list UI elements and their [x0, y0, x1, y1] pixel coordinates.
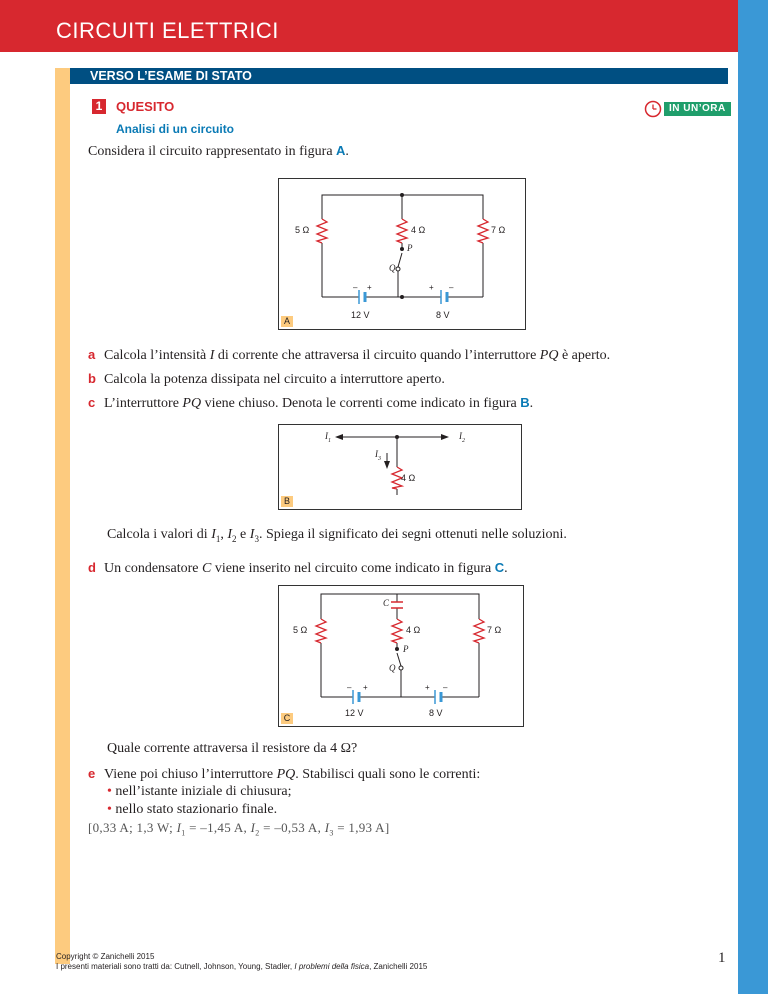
fig-c-r7-label: 7 Ω: [487, 625, 502, 635]
time-badge: IN UN’ORA: [664, 102, 731, 116]
item-e-bullet-1: • nell’istante iniziale di chiusura;: [107, 784, 292, 799]
fig-c-12v-label: 12 V: [345, 708, 364, 718]
figure-ref-a: A: [336, 143, 346, 158]
fig-b-r4-label: 4 Ω: [401, 473, 416, 483]
item-b: b Calcola la potenza dissipata nel circuito a interruttore aperto.: [88, 371, 445, 387]
question-title: QUESITO: [116, 99, 175, 114]
chapter-title: CIRCUITI ELETTRICI: [56, 18, 279, 43]
clock-icon: [644, 100, 662, 118]
figure-ref-b: B: [520, 395, 530, 410]
item-e: e Viene poi chiuso l’interruttore PQ. Stabilisci quali sono le correnti:: [88, 766, 481, 782]
figure-b-drawing: [279, 425, 521, 509]
item-b-letter: b: [88, 371, 96, 386]
bullet-dot-icon: •: [107, 802, 112, 817]
figure-c-tag: C: [281, 713, 293, 724]
question-number: 1: [92, 99, 106, 114]
figure-a-tag: A: [281, 316, 293, 327]
item-e-letter: e: [88, 766, 96, 781]
fig-c-cap-label: C: [383, 598, 390, 608]
fig-a-12v-label: 12 V: [351, 310, 370, 320]
fig-c-bat1-minus: –: [347, 683, 352, 692]
item-a-letter: a: [88, 347, 96, 362]
item-d-letter: d: [88, 560, 96, 575]
item-c-followup: Calcola i valori di $I_1$, $I_2$ e $I_3$. Spiega il significato dei segni ottenuti nelle soluzioni.: [107, 527, 567, 544]
fig-b-i1-label: $I_1$: [325, 431, 331, 444]
page-number: 1: [718, 950, 726, 966]
right-color-strip: [738, 0, 768, 994]
fig-b-i2-label: $I_2$: [459, 431, 465, 444]
item-e-bullet-2: • nello stato stazionario finale.: [107, 802, 278, 817]
item-d-followup: Quale corrente attraversa il resistore da 4 Ω?: [107, 741, 358, 756]
left-color-strip: [55, 68, 70, 964]
fig-a-bat2-minus: –: [449, 283, 454, 292]
figure-ref-c: C: [494, 560, 505, 575]
figure-a-drawing: [279, 179, 525, 329]
fig-a-r5-label: 5 Ω: [295, 225, 310, 235]
question-subtitle: Analisi di un circuito: [116, 122, 235, 136]
fig-c-node-q: Q: [389, 663, 396, 673]
answer-key: [0,33 A; 1,3 W; $I_1 = -1,45$ A, $I_2 = -0,53$ A, $I_3 = 1,93$ A]: [88, 820, 390, 838]
fig-a-bat2-plus: +: [429, 283, 434, 292]
item-d: d Un condensatore C viene inserito nel circuito come indicato in figura C.: [88, 560, 508, 576]
fig-a-node-p: P: [407, 243, 413, 253]
fig-c-r5-label: 5 Ω: [293, 625, 308, 635]
bullet-dot-icon: •: [107, 784, 112, 799]
figure-c-circuit: [278, 585, 524, 727]
fig-a-r7-label: 7 Ω: [491, 225, 506, 235]
fig-a-node-q: Q: [389, 263, 396, 273]
fig-c-r4-label: 4 Ω: [406, 625, 421, 635]
fig-c-8v-label: 8 V: [429, 708, 443, 718]
figure-b-currents: [278, 424, 522, 510]
footer-copyright: [56, 952, 427, 972]
fig-b-i3-label: $I_3$: [375, 449, 381, 462]
fig-a-8v-label: 8 V: [436, 310, 450, 320]
fig-a-r4-label: 4 Ω: [411, 225, 426, 235]
fig-c-node-p: P: [403, 644, 409, 654]
figure-b-tag: B: [281, 496, 293, 507]
source-line: I presenti materiali sono tratti da: Cutnell, Johnson, Young, Stadler, I problemi della fisica, Zanichelli 2015: [56, 962, 428, 971]
fig-a-bat1-minus: –: [353, 283, 358, 292]
fig-c-bat1-plus: +: [363, 683, 368, 692]
fig-c-bat2-minus: –: [443, 683, 448, 692]
figure-c-drawing: [279, 586, 523, 726]
fig-a-bat1-plus: +: [367, 283, 372, 292]
copyright-line: Copyright © Zanichelli 2015: [56, 952, 155, 961]
figure-a-circuit: [278, 178, 526, 330]
fig-c-bat2-plus: +: [425, 683, 430, 692]
section-title: VERSO L’ESAME DI STATO: [70, 68, 728, 84]
item-c: c L’interruttore PQ viene chiuso. Denota le correnti come indicato in figura B.: [88, 395, 534, 411]
item-a: a Calcola l’intensità I di corrente che attraversa il circuito quando l’interruttore PQ è aperto.: [88, 347, 611, 363]
question-intro: Considera il circuito rappresentato in figura A.: [88, 143, 349, 159]
chapter-banner: [0, 0, 738, 52]
item-c-letter: c: [88, 395, 96, 410]
